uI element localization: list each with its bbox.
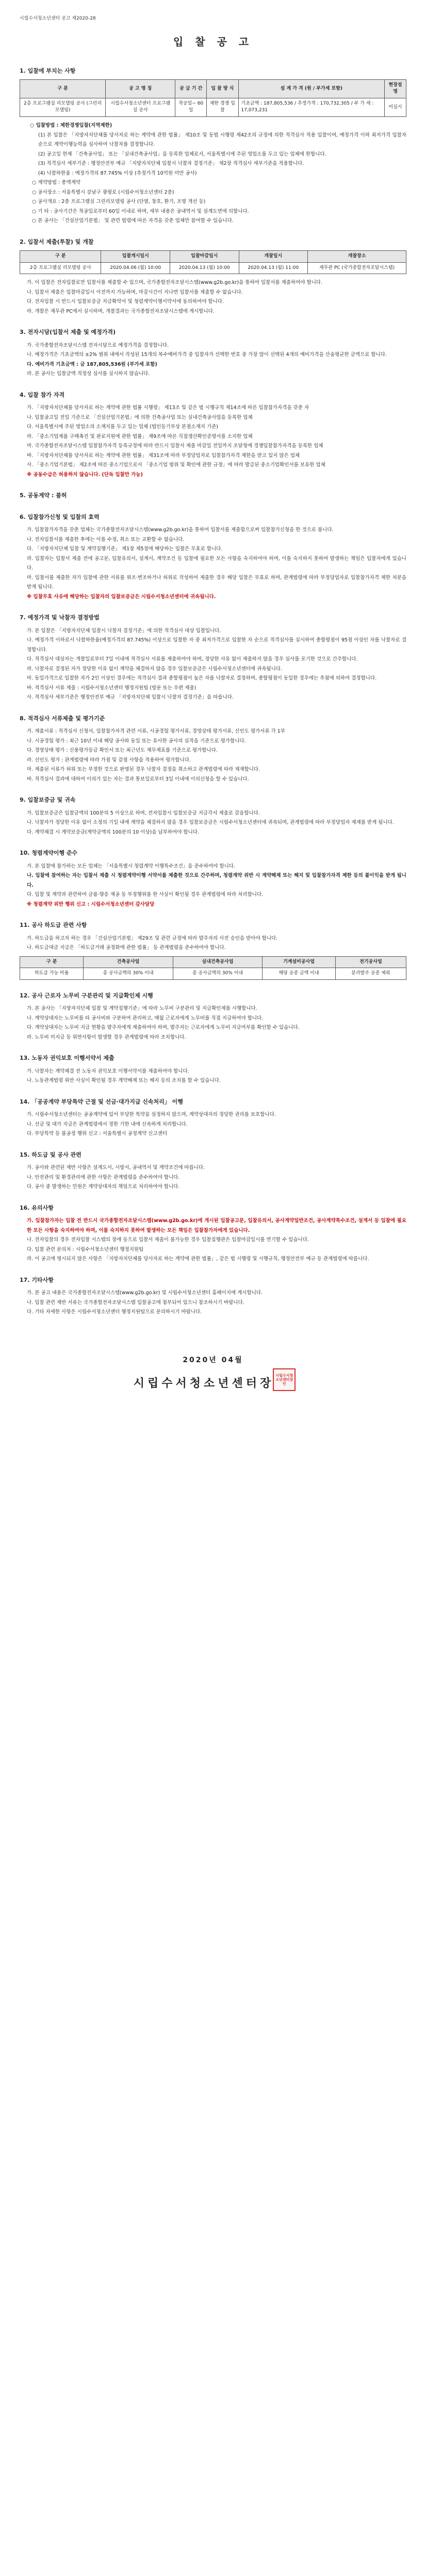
table-header: 개찰장소 [308, 251, 406, 263]
section-11-title: 11. 공사 하도급 관련 사항 [20, 922, 87, 929]
table-header: 설 계 가 격 (원 / 부가세 포함) [238, 79, 385, 98]
section-4-title: 4. 입찰 참가 자격 [20, 391, 65, 398]
table-cell: 분리발주 공종 제외 [335, 968, 406, 980]
table-header: 개찰일시 [239, 251, 308, 263]
list-item: 바. 적격심사 서류 제출 : 시립수서청소년센터 행정지원팀 (방문 또는 우편 제출) [27, 685, 196, 691]
table-cell: 총 공사금액의 30% 이내 [173, 968, 262, 980]
list-item: 가. 본 입찰은 「지방자치단체 입찰시 낙찰자 결정기준」에 의한 적격심사 대상 입찰입니다. [27, 628, 221, 634]
section-8 [20, 713, 406, 785]
table-row [20, 968, 406, 980]
note-line: ○ 공사장소 : 서울특별시 강남구 광평로 (시립수서청소년센터 2층) [32, 189, 174, 195]
note-line: 나. 입찰서 제출은 입찰마감일시 이전까지 가능하며, 마감시간이 지나면 입찰서를 제출할 수 없습니다. [27, 289, 243, 295]
table-cell: 기초금액 : 187,805,536 / 추정가격 : 170,732,305 / 부 가 세 : 17,073,231 [238, 98, 385, 116]
section-14-title: 14. 「공공계약 부당특약 근절 및 선금·대가지급 신속처리」 이행 [20, 1098, 183, 1105]
list-item: 가. 공사와 관련된 제반 사항은 설계도서, 시방서, 공내역서 및 계약조건에 따릅니다. [27, 1165, 205, 1171]
list-item: 가. 국가종합전자조달시스템 전자시담으로 예정가격을 결정합니다. [27, 342, 169, 348]
table-row [20, 262, 406, 274]
list-item: 다. 기타 자세한 사항은 시립수서청소년센터 행정지원팀으로 문의하시기 바랍니다. [27, 1309, 202, 1315]
list-item: 다. 서울특별시에 주된 영업소의 소재지를 두고 있는 업체 (법인등기부상 본점소재지 기준) [27, 424, 219, 430]
note-line: ○ 계약방법 : 총액계약 [32, 180, 80, 186]
list-item: 가. 하도급을 하고자 하는 경우 「건설산업기본법」 제29조 및 관련 규정에 따라 발주자의 사전 승인을 받아야 합니다. [27, 935, 278, 941]
list-item: 나. 안전관리 및 환경관리에 관한 사항은 관계법령을 준수하여야 합니다. [27, 1174, 180, 1180]
list-item: 다. 공사 중 발생하는 민원은 계약상대자의 책임으로 처리하여야 합니다. [27, 1184, 180, 1190]
list-item: 마. 국가종합전자조달시스템 입찰참가자격 등록규정에 따라 반드시 입찰서 제출 마감일 전일까지 조달청에 경쟁입찰참가자격을 등록한 업체 [27, 443, 323, 449]
list-item: 라. 본 공사는 입찰금액 적정성 심사를 실시하지 않습니다. [27, 371, 150, 377]
section-13-title: 13. 노동자 권익보호 이행서약서 제출 [20, 1055, 114, 1062]
section-8-title: 8. 적격심사 서류제출 및 평가기준 [20, 715, 105, 722]
list-item: 사. 적격심사 세부기준은 행정안전부 예규 「지방자치단체 입찰시 낙찰자 결정기준」을 따릅니다. [27, 694, 234, 701]
list-item: 가. 입찰참가자격을 갖춘 업체는 국가종합전자조달시스템(www.g2b.go.kr)을 통하여 입찰서를 제출함으로써 입찰참가신청을 한 것으로 봅니다. [27, 527, 334, 533]
schedule-table [20, 250, 406, 274]
list-item: 다. 「지방자치단체 입찰 및 계약집행기준」 제1장 제5절에 해당하는 입찰은 무효로 합니다. [27, 546, 223, 552]
list-item: 라. 낙찰자로 결정된 자가 정당한 이유 없이 계약을 체결하지 않을 경우 입찰보증금은 시립수서청소년센터에 귀속됩니다. [27, 666, 282, 672]
table-header-row [20, 956, 406, 968]
list-item: 다. 경영상태 평가 : 신용평가등급 확인서 또는 최근년도 재무제표를 기준으로 평가합니다. [27, 748, 218, 754]
section-10-title: 10. 청렴계약이행 준수 [20, 850, 78, 857]
list-item: 라. 이 공고에 명시되지 않은 사항은 「지방자치단체를 당사자로 하는 계약에 관한 법률」, 같은 법 시행령 및 시행규칙, 행정안전부 예규 등 관계법령에 따릅니다. [27, 1256, 369, 1262]
section-12 [20, 990, 406, 1043]
table-header: 전기공사업 [335, 956, 406, 968]
list-item: 라. 입찰자는 입찰서 제출 전에 공고문, 입찰유의서, 설계서, 계약조건 등 입찰에 필요한 모든 사항을 숙지하여야 하며, 이를 숙지하지 못하여 발생하는 책임은 입찰자에게 있습니다. [27, 555, 406, 571]
table-cell: 2020.04.13 (월) 10:00 [170, 262, 239, 274]
list-item: 나. 낙찰자가 정당한 이유 없이 소정의 기일 내에 계약을 체결하지 않을 경우 입찰보증금은 시립수서청소년센터에 귀속되며, 관계법령에 따라 부정당업자 제재를 받게 됩니다. [27, 820, 394, 826]
table-cell: 미실시 [385, 98, 406, 116]
warning-text: 가. 입찰참가자는 입찰 전 반드시 국가종합전자조달시스템(www.g2b.go.kr)에 게시된 입찰공고문, 입찰유의서, 공사계약일반조건, 공사계약특수조건, 설계서 등 입찰에 필요한 모든 사항을 숙지하여야 하며, 이를 숙지하지 못하여 발생하는 모든 책임은 입찰참가자에게 있습니다. [27, 1218, 406, 1233]
warning-text: ※ 입찰무효 사유에 해당하는 입찰자의 입찰보증금은 시립수서청소년센터에 귀속됩니다. [27, 594, 216, 600]
section-6 [20, 512, 406, 602]
table-cell: 재무관 PC (국가종합전자조달시스템) [308, 262, 406, 274]
official-seal-icon: 시립수서청소년센터장인 [273, 1368, 296, 1391]
table-cell: 2020.04.13 (월) 11:00 [239, 262, 308, 274]
list-item: 가. 「지방자치단체를 당사자로 하는 계약에 관한 법률 시행령」 제13조 및 같은 법 시행규칙 제14조에 따른 입찰참가자격을 갖춘 자 [27, 405, 309, 411]
project-table [20, 79, 406, 117]
list-item: 나. 입찰에 참여하는 자는 입찰서 제출 시 청렴계약이행 서약서를 제출한 것으로 간주하며, 청렴계약 위반 시 계약해제 또는 해지 및 입찰참가자격 제한 등의 불이익을 받게 됩니다. [27, 873, 406, 888]
section-6-title: 6. 입찰참가신청 및 입찰의 효력 [20, 513, 100, 520]
notice-number: 시립수서청소년센터 공고 제2020-28 [20, 16, 96, 21]
section-9-title: 9. 입찰보증금 및 귀속 [20, 796, 76, 804]
note-line: ○ 기 타 : 공사기간은 착공일로부터 60일 이내로 하며, 세부 내용은 공내역서 및 설계도면에 의합니다. [32, 208, 249, 214]
section-9 [20, 794, 406, 837]
note-line: ○ 입찰방법 : 제한경쟁입찰(지역제한) [30, 122, 112, 128]
section-15-title: 15. 하도급 및 공사 관련 [20, 1151, 81, 1158]
note-line: 다. 전자입찰 시 반드시 입찰보증금 지급확약서 및 청렴계약이행서약서에 동의하여야 합니다. [27, 299, 224, 305]
note-line: 라. 개찰은 재무관 PC에서 실시하며, 개찰결과는 국가종합전자조달시스템에 게시합니다. [27, 308, 215, 314]
list-item: 나. 노동관계법령 위반 사실이 확인될 경우 계약해제 또는 해지 등의 조치를 할 수 있습니다. [27, 1078, 221, 1084]
section-1-title: 1. 입찰에 부치는 사항 [20, 67, 76, 74]
note-line: (3) 적격심사 세부기준 : 행정안전부 예규 「지방자치단체 입찰시 낙찰자 결정기준」 제2장 적격심사 세부기준을 적용합니다. [38, 161, 304, 167]
list-item: 다. 적격심사 대상자는 개찰일로부터 7일 이내에 적격심사 서류를 제출하여야 하며, 정당한 사유 없이 제출하지 않을 경우 심사를 포기한 것으로 간주합니다. [27, 656, 358, 663]
section-1-notes [25, 121, 406, 226]
section-2 [20, 236, 406, 317]
note-line: (2) 공고일 현재 「건축공사업」 또는 「실내건축공사업」을 등록한 업체로서, 서울특별시에 주된 영업소를 두고 있는 업체에 한합니다. [38, 151, 326, 157]
list-item: 다. 예비가격 기초금액 : 금 187,805,536원 (부가세 포함) [27, 361, 157, 367]
section-13 [20, 1053, 406, 1086]
list-item: 나. 전자입찰의 경우 전자입찰 시스템의 장애 등으로 입찰서 제출이 불가능한 경우 입찰집행관은 입찰마감일시를 연기할 수 있습니다. [27, 1237, 309, 1243]
list-item: 라. 신인도 평가 : 관계법령에 따라 가점 및 감점 사항을 적용하여 평가합니다. [27, 757, 191, 763]
list-item: 나. 계약상대자는 노무비를 타 공사비와 구분하여 관리하고, 매월 근로자에게 노무비를 직접 지급하여야 합니다. [27, 1015, 264, 1021]
section-14 [20, 1096, 406, 1139]
section-12-title: 12. 공사 근로자 노무비 구분관리 및 지급확인제 시행 [20, 992, 153, 999]
table-header-row [20, 251, 406, 263]
table-header: 구 분 [20, 79, 106, 98]
list-item: 라. 「중소기업제품 구매촉진 및 판로지원에 관한 법률」 제9조에 따른 직접생산확인증명서를 소지한 업체 [27, 433, 253, 439]
table-cell: 해당 공종 금액 이내 [263, 968, 336, 980]
section-3-title: 3. 전자시담(입찰서 제출 및 예정가격) [20, 329, 116, 336]
section-7 [20, 612, 406, 703]
table-header: 구 분 [20, 956, 84, 968]
table-header: 현장설명 [385, 79, 406, 98]
subcontract-table [20, 956, 406, 980]
list-item: 나. 전자입찰서를 제출한 후에는 이를 수정, 취소 또는 교환할 수 없습니다. [27, 536, 185, 543]
list-item: 나. 선금 및 대가 지급은 관계법령에서 정한 기한 내에 신속하게 처리합니다. [27, 1121, 188, 1127]
table-header: 공 급 기 간 [175, 79, 207, 98]
issuer-name [134, 1372, 293, 1395]
table-cell: 시립수서청소년센터 프로그램실 공사 [106, 98, 175, 116]
section-10 [20, 848, 406, 909]
note-line: 가. 이 입찰은 전자입찰로만 입찰서를 제출할 수 있으며, 국가종합전자조달시스템(www.g2b.go.kr)을 통하여 입찰서를 제출하여야 합니다. [27, 280, 323, 286]
table-header: 기계설비공사업 [263, 956, 336, 968]
table-header: 입찰개시일시 [101, 251, 170, 263]
table-cell: 하도급 가능 비율 [20, 968, 84, 980]
table-cell: 2층 프로그램실 리모델링 공사 (그린리모델링) [20, 98, 106, 116]
list-item: 바. 「지방자치단체를 당사자로 하는 계약에 관한 법률」 제31조에 따라 부정당업자로 입찰참가자격 제한을 받고 있지 않은 업체 [27, 452, 300, 459]
table-header: 입 찰 방 식 [207, 79, 238, 98]
table-header: 건축공사업 [84, 956, 173, 968]
note-line: ○ 공사개요 : 2층 프로그램실 그린리모델링 공사 (단열, 창호, 환기, 조명 개선 등) [32, 199, 206, 205]
section-16 [20, 1202, 406, 1264]
list-item: 바. 적격심사 결과에 대하여 이의가 있는 자는 결과 통보일로부터 3일 이내에 이의신청을 할 수 있습니다. [27, 776, 249, 782]
list-item: 마. 제출된 서류가 허위 또는 부정한 것으로 판명된 경우 낙찰자 결정을 취소하고 관계법령에 따라 제재합니다. [27, 767, 260, 773]
list-item: 다. 계약상대자는 노무비 지급 현황을 발주자에게 제출하여야 하며, 발주자는 근로자에게 노무비 지급여부를 확인할 수 있습니다. [27, 1025, 300, 1031]
warning-text: ※ 청렴계약 위반 행위 신고 : 시립수서청소년센터 감사담당 [27, 901, 155, 907]
table-cell: 제한 경쟁 입찰 [207, 98, 238, 116]
section-5 [20, 490, 406, 501]
list-item: 다. 계약체결 시 계약보증금(계약금액의 100분의 10 이상)을 납부하여야 합니다. [27, 829, 199, 835]
list-item: 나. 예정가격은 기초금액의 ±2% 범위 내에서 작성된 15개의 복수예비가격 중 입찰자가 선택한 번호 중 가장 많이 선택된 4개의 예비가격을 산술평균한 금액으로 합니다. [27, 352, 387, 358]
list-item: 나. 입찰 관련 제반 서류는 국가종합전자조달시스템 입찰공고에 첨부되어 있으니 참조하시기 바랍니다. [27, 1299, 244, 1306]
section-7-title: 7. 예정가격 및 낙찰자 결정방법 [20, 614, 100, 621]
list-item: 가. 본 입찰에 참가하는 모든 업체는 「서울특별시 청렴계약 이행특수조건」을 준수하여야 합니다. [27, 863, 235, 869]
section-3 [20, 327, 406, 379]
note-line: (1) 본 입찰은 「지방자치단체를 당사자로 하는 계약에 관한 법률」 제10조 및 동법 시행령 제42조의 규정에 의한 적격심사 적용 입찰이며, 예정가격 이하 최저가격 입찰자 순으로 계약이행능력을 심사하여 낙찰자를 결정합니다. [38, 132, 406, 148]
section-17 [20, 1275, 406, 1317]
warning-text: ※ 공동수급은 허용하지 않습니다. (단독 입찰만 가능) [27, 471, 143, 478]
issuer-label: 시립수서청소년센터장 [133, 1377, 274, 1391]
list-item: 다. 부당특약 등 불공정 행위 신고 : 서울특별시 공정계약 신고센터 [27, 1131, 168, 1137]
table-header-row [20, 79, 406, 98]
list-item: 나. 시공경험 평가 : 최근 10년 이내 해당 공사와 동일 또는 유사한 공사의 실적을 기준으로 평가합니다. [27, 738, 246, 744]
list-item: 마. 동일가격으로 입찰한 자가 2인 이상인 경우에는 적격심사 결과 종합평점이 높은 자를 낙찰자로 결정하며, 종합평점이 동일한 경우에는 추첨에 의하여 결정합니다. [27, 675, 377, 682]
section-2-title: 2. 입찰서 제출(투찰) 및 개찰 [20, 238, 94, 245]
section-11 [20, 920, 406, 979]
list-item: 가. 본 공고 내용은 국가종합전자조달시스템(www.g2b.go.kr) 및 시립수서청소년센터 홈페이지에 게시합니다. [27, 1290, 263, 1296]
section-5-title: 5. 공동계약 : 불허 [20, 492, 67, 499]
table-cell: 착공일~ 60일 [175, 98, 207, 116]
table-row [20, 98, 406, 116]
list-item: 나. 예정가격 이하로서 낙찰하한율(예정가격의 87.745%) 이상으로 입찰한 자 중 최저가격으로 입찰한 자 순으로 적격심사를 실시하여 종합평점이 95점 이상인 자를 낙찰자로 결정합니다. [27, 637, 406, 653]
note-line: ○ 본 공사는 「건설산업기본법」 및 관련 법령에 따른 자격을 갖춘 업체만 참여할 수 있습니다. [32, 218, 234, 224]
list-item: 가. 입찰보증금은 입찰금액의 100분의 5 이상으로 하며, 전자입찰시 입찰보증금 지급각서 제출로 갈음합니다. [27, 810, 260, 816]
list-item: 가. 제출서류 : 적격심사 신청서, 입찰참가자격 관련 서류, 시공경험 평가서류, 경영상태 평가서류, 신인도 평가서류 각 1부 [27, 728, 285, 735]
list-item: 라. 노무비 미지급 등 위반사항이 발생할 경우 관계법령에 따라 조치합니다. [27, 1034, 186, 1040]
section-1 [20, 65, 406, 226]
section-17-title: 17. 기타사항 [20, 1276, 54, 1283]
notice-date: 2020년 04월 [183, 1355, 243, 1364]
table-header: 실내건축공사업 [173, 956, 262, 968]
page-title: 입 찰 공 고 [173, 35, 253, 48]
list-item: 가. 본 공사는 「지방자치단체 입찰 및 계약집행기준」에 따라 노무비 구분관리 및 지급확인제를 시행합니다. [27, 1006, 257, 1012]
list-item: 가. 시립수서청소년센터는 공공계약에 있어 부당한 특약을 설정하지 않으며, 계약상대자의 정당한 권리를 보호합니다. [27, 1112, 276, 1118]
table-header: 공 고 명 칭 [106, 79, 175, 98]
table-header: 구 분 [20, 251, 101, 263]
signature-block [20, 1372, 406, 1395]
table-cell: 2층 프로그램실 리모델링 공사 [20, 262, 101, 274]
list-item: 나. 입찰공고일 전일 기준으로 「건설산업기본법」에 의한 건축공사업 또는 실내건축공사업을 등록한 업체 [27, 414, 253, 420]
section-16-title: 16. 유의사항 [20, 1204, 54, 1211]
table-cell: 2020.04.06 (월) 10:00 [101, 262, 170, 274]
table-header: 입찰마감일시 [170, 251, 239, 263]
note-line: (4) 낙찰하한율 : 예정가격의 87.745% 이상 (추정가격 10억원 미만 공사) [38, 170, 197, 176]
list-item: 가. 낙찰자는 계약체결 전 노동자 권익보호 이행서약서를 제출하여야 합니다. [27, 1068, 189, 1074]
table-cell: 총 공사금액의 30% 이내 [84, 968, 173, 980]
section-15 [20, 1149, 406, 1192]
list-item: 다. 입찰 관련 문의처 : 시립수서청소년센터 행정지원팀 [27, 1246, 144, 1252]
list-item: 마. 입찰서를 제출한 자가 입찰에 관한 서류를 위조·변조하거나 허위로 작성하여 제출한 경우 해당 입찰은 무효로 하며, 관계법령에 따라 부정당업자로 입찰참가자격 제한 처분을 받게 됩니다. [27, 574, 406, 590]
list-item: 나. 하도급대금 지급은 「하도급거래 공정화에 관한 법률」 등 관계법령을 준수하여야 합니다. [27, 945, 226, 951]
list-item: 사. 「중소기업기본법」 제2조에 따른 중소기업으로서 「중소기업 범위 및 확인에 관한 규정」에 따라 발급된 중소기업확인서를 보유한 업체 [27, 462, 325, 468]
section-4 [20, 389, 406, 480]
list-item: 다. 입찰 및 계약과 관련하여 금품·향응 제공 등 부정행위를 한 사실이 확인될 경우 관계법령에 따라 처리합니다. [27, 892, 264, 898]
